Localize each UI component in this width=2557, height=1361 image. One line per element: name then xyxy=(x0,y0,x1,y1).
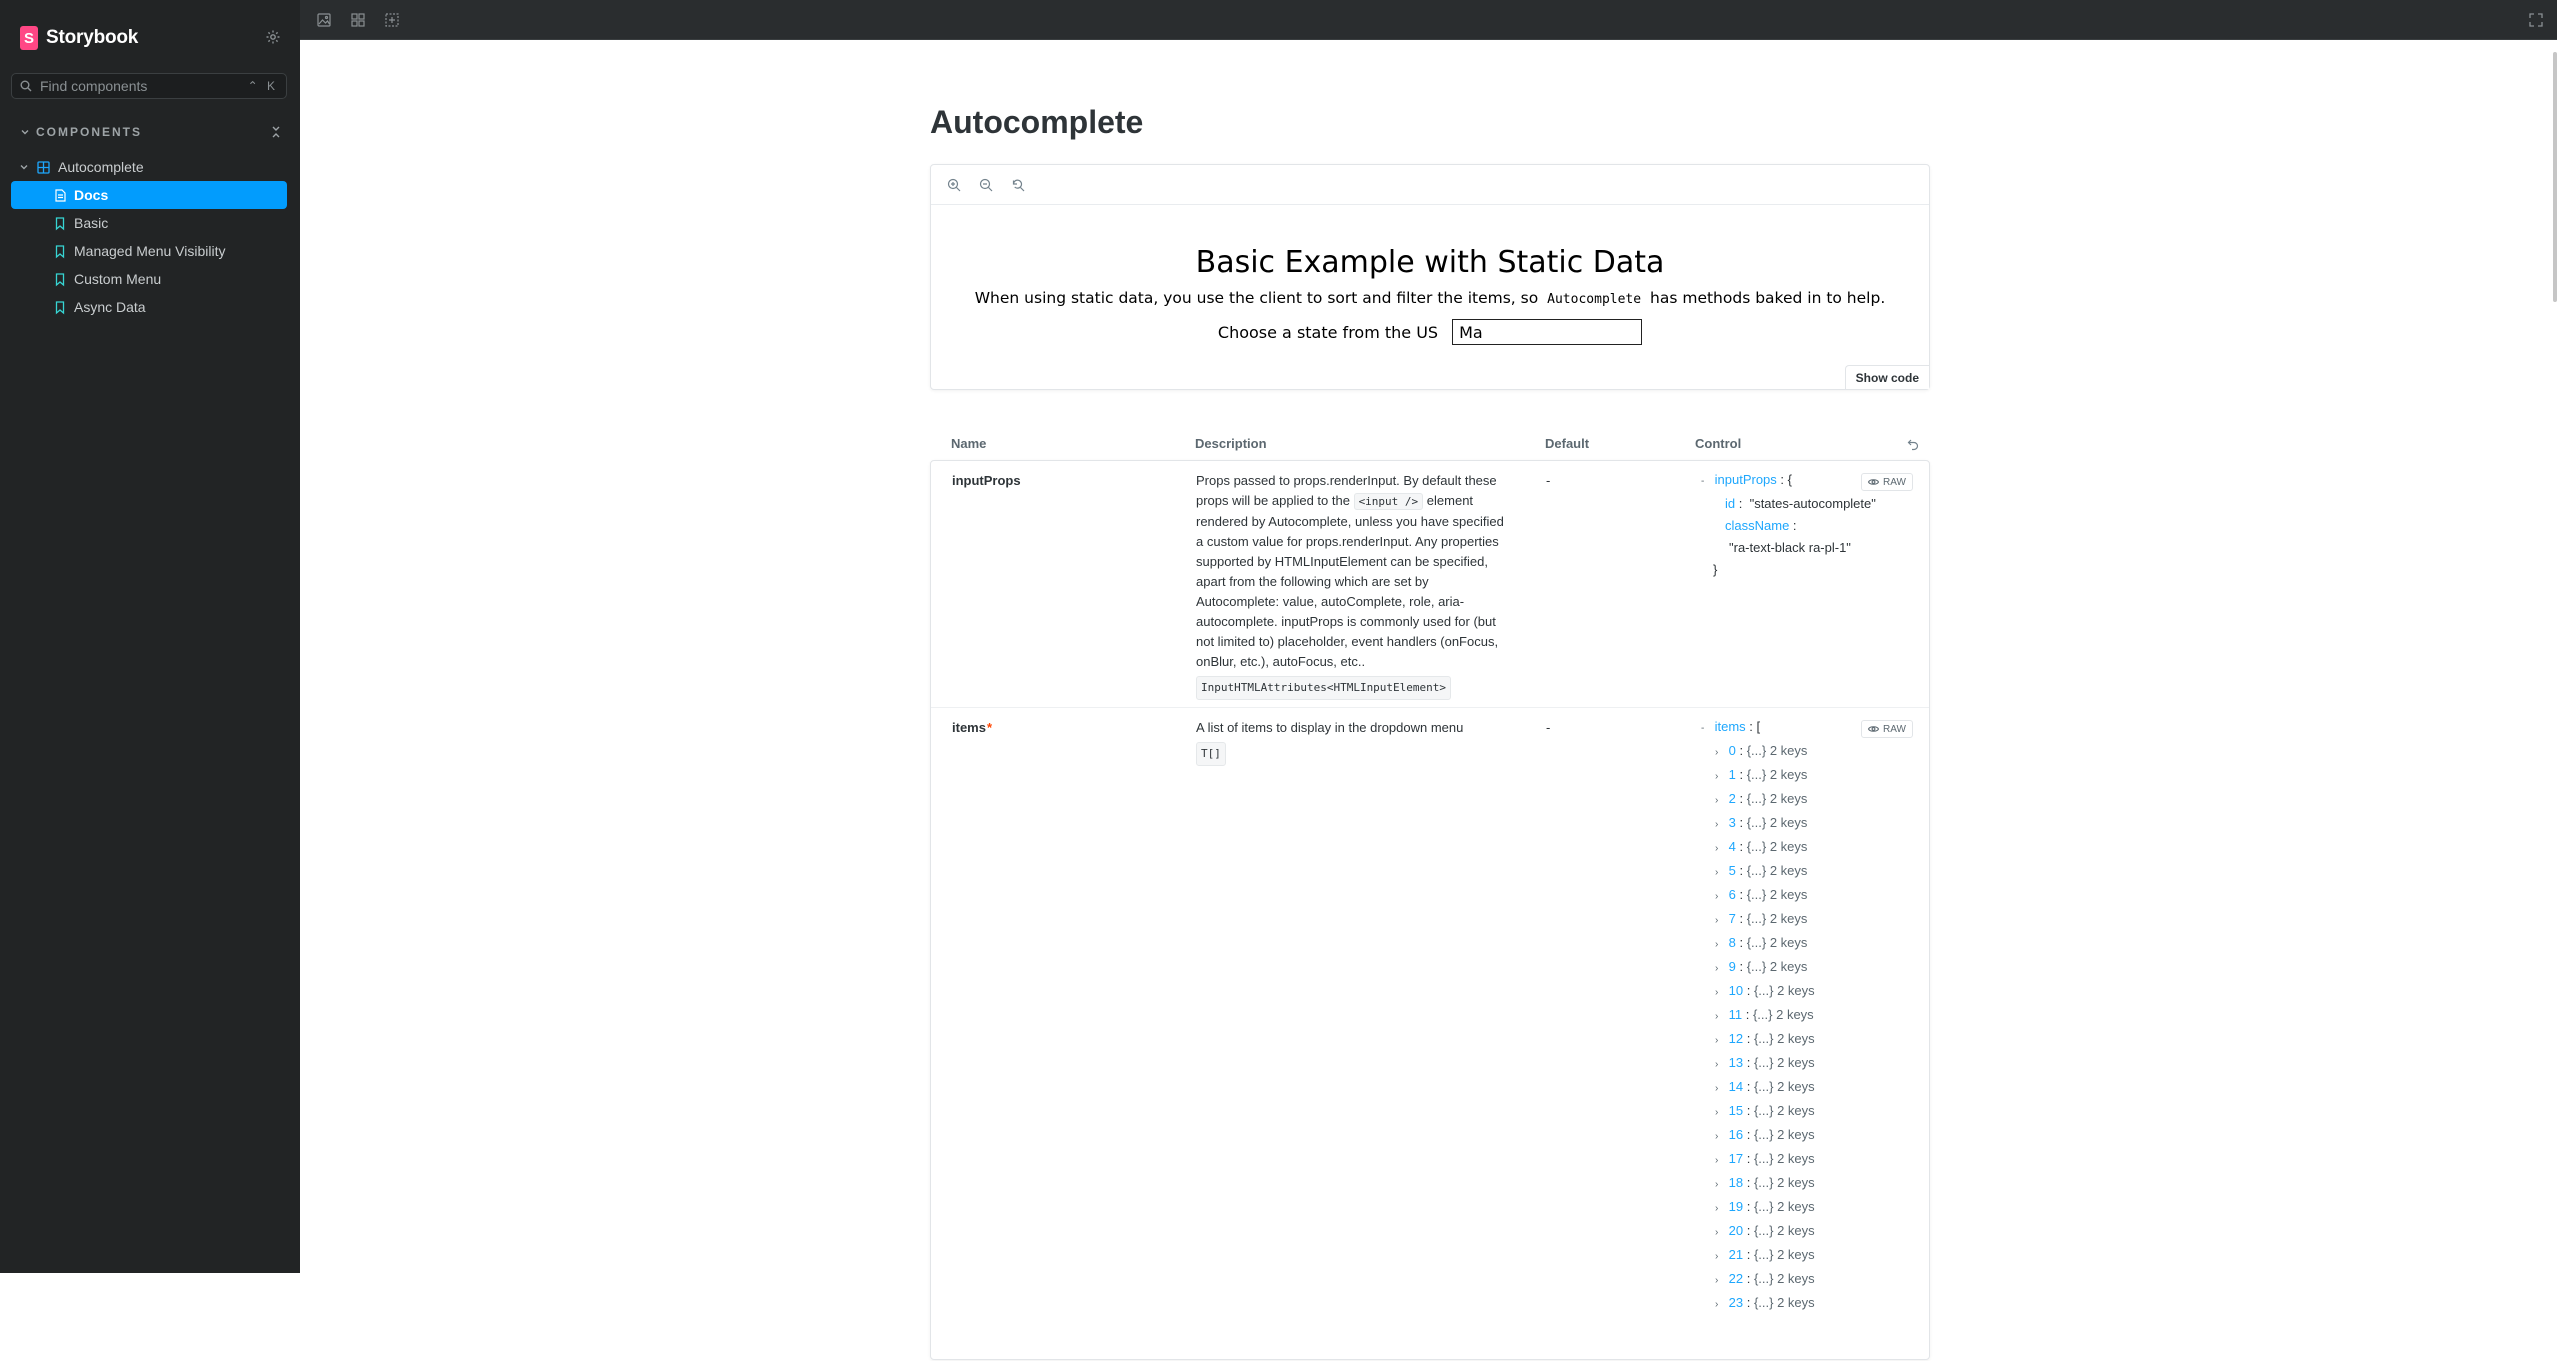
expand-icon xyxy=(2529,13,2543,27)
arg-default: - xyxy=(1546,720,1551,735)
item-summary: {...} 2 keys xyxy=(1753,1103,1815,1118)
component-tree xyxy=(11,153,287,321)
item-summary: {...} 2 keys xyxy=(1753,1175,1815,1190)
arg-desc-text: Props passed to props.renderInput. By default these props will be applied to the xyxy=(1196,473,1497,508)
item-summary: {...} 2 keys xyxy=(1753,1151,1815,1166)
brand-name: Storybook xyxy=(46,27,139,48)
item-summary: {...} 2 keys xyxy=(1746,743,1808,758)
vertical-scrollbar[interactable] xyxy=(2553,52,2557,302)
args-table-body xyxy=(930,460,1930,1360)
item-index: 5 xyxy=(1728,863,1736,878)
arg-type: InputHTMLAttributes<HTMLInputElement> xyxy=(1196,676,1451,700)
story-canvas xyxy=(930,164,1930,390)
component-icon xyxy=(37,161,50,174)
toggle-outline-button[interactable] xyxy=(382,10,402,30)
autocomplete-input[interactable] xyxy=(1452,319,1642,345)
list-item[interactable]: › 15 : {...} 2 keys xyxy=(1701,1100,1916,1124)
storybook-brand[interactable] xyxy=(20,26,138,50)
expand-toggle[interactable]: › xyxy=(1715,1059,1719,1070)
canvas-toolbar xyxy=(931,165,1929,205)
expand-toggle[interactable]: › xyxy=(1715,1227,1719,1238)
expand-toggle[interactable]: › xyxy=(1715,939,1719,950)
fullscreen-button[interactable] xyxy=(2526,10,2546,30)
list-item[interactable]: › 12 : {...} 2 keys xyxy=(1701,1028,1916,1052)
col-default: Default xyxy=(1545,436,1590,451)
item-index: 13 xyxy=(1728,1055,1744,1070)
item-index: 8 xyxy=(1728,935,1736,950)
document-icon xyxy=(55,189,66,202)
object-control[interactable]: - inputProps : { id : "states-autocomplete" className : "ra-text-black ra-pl-1" } xyxy=(1701,472,1876,577)
page-title: Autocomplete xyxy=(930,104,1144,140)
item-summary: {...} 2 keys xyxy=(1746,791,1808,806)
tree-story-custom-menu[interactable] xyxy=(11,265,287,293)
list-item[interactable]: › 4 : {...} 2 keys xyxy=(1701,836,1916,860)
item-summary: {...} 2 keys xyxy=(1752,1007,1814,1022)
components-section-header[interactable] xyxy=(20,122,282,142)
bracket: [ xyxy=(1756,719,1761,734)
outline-icon xyxy=(385,13,399,27)
items-list xyxy=(1701,740,1916,1316)
arg-desc-text: A list of items to display in the dropdown menu xyxy=(1196,720,1464,735)
toolbar xyxy=(300,0,2557,40)
expand-toggle[interactable]: › xyxy=(1715,843,1719,854)
toggle-background-button[interactable] xyxy=(314,10,334,30)
bookmark-icon xyxy=(55,301,65,314)
zoom-out-icon xyxy=(979,178,993,192)
zoom-in-button[interactable] xyxy=(945,176,963,194)
storybook-logo-icon: S xyxy=(20,26,38,50)
list-item[interactable]: › 19 : {...} 2 keys xyxy=(1701,1196,1916,1220)
desc-text: When using static data, you use the client to sort and filter the items, so xyxy=(974,289,1539,307)
expand-toggle[interactable]: › xyxy=(1715,963,1719,974)
tree-story-async-data[interactable] xyxy=(11,293,287,321)
zoom-out-button[interactable] xyxy=(977,176,995,194)
collapse-toggle[interactable]: - xyxy=(1701,476,1705,487)
raw-label: RAW xyxy=(1883,476,1906,488)
item-summary: {...} 2 keys xyxy=(1746,935,1808,950)
list-item[interactable]: › 2 : {...} 2 keys xyxy=(1701,788,1916,812)
reset-controls-icon[interactable] xyxy=(1907,438,1919,450)
item-summary: {...} 2 keys xyxy=(1746,959,1808,974)
preview-heading: Basic Example with Static Data xyxy=(1195,245,1665,280)
item-summary: {...} 2 keys xyxy=(1753,1079,1815,1094)
item-summary: {...} 2 keys xyxy=(1753,1127,1815,1142)
raw-label: RAW xyxy=(1883,723,1906,735)
item-index: 4 xyxy=(1728,839,1736,854)
item-index: 12 xyxy=(1728,1031,1744,1046)
preview-description xyxy=(931,289,1929,307)
arg-name-text: items xyxy=(952,720,986,735)
item-index: 17 xyxy=(1728,1151,1744,1166)
story-preview xyxy=(931,205,1929,345)
col-control: Control xyxy=(1695,436,1742,451)
grid-icon xyxy=(351,13,365,27)
item-summary: {...} 2 keys xyxy=(1753,1247,1815,1262)
list-item[interactable]: › 10 : {...} 2 keys xyxy=(1701,980,1916,1004)
list-item[interactable]: › 5 : {...} 2 keys xyxy=(1701,860,1916,884)
item-summary: {...} 2 keys xyxy=(1746,911,1808,926)
expand-toggle[interactable]: › xyxy=(1715,1083,1719,1094)
item-summary: {...} 2 keys xyxy=(1746,887,1808,902)
expand-toggle[interactable]: › xyxy=(1715,1107,1719,1118)
arg-type: T[] xyxy=(1196,742,1226,766)
sidebar xyxy=(0,0,300,1273)
search-icon xyxy=(20,80,32,92)
tree-story-docs[interactable] xyxy=(11,181,287,209)
list-item[interactable]: › 3 : {...} 2 keys xyxy=(1701,812,1916,836)
expand-toggle[interactable]: › xyxy=(1715,1251,1719,1262)
zoom-in-icon xyxy=(947,178,961,192)
eye-icon xyxy=(1868,725,1879,733)
field-value[interactable]: "ra-text-black ra-pl-1" xyxy=(1729,540,1851,555)
autocomplete-row xyxy=(931,319,1929,345)
item-index: 18 xyxy=(1728,1175,1744,1190)
table-row xyxy=(931,461,1929,707)
bookmark-icon xyxy=(55,245,65,258)
list-item[interactable]: › 7 : {...} 2 keys xyxy=(1701,908,1916,932)
item-summary: {...} 2 keys xyxy=(1753,1055,1815,1070)
item-summary: {...} 2 keys xyxy=(1746,839,1808,854)
item-index: 14 xyxy=(1728,1079,1744,1094)
expand-toggle[interactable]: › xyxy=(1715,1299,1719,1310)
raw-toggle-button[interactable] xyxy=(1861,473,1913,491)
search-box[interactable] xyxy=(11,73,287,99)
item-index: 6 xyxy=(1728,887,1736,902)
arg-desc-text: element rendered by Autocomplete, unless you have specified a custom value for props.renderInput. Any properties supported by HTMLInputElement can be specified, apart from the following which are set by Autocomplete: value, autoComplete, role, aria-autocomplete. inputProps is commonly used for (but not limited to) placeholder, event handlers (onFocus, onBlur, etc.), autoFocus, etc.. xyxy=(1196,493,1504,669)
list-item[interactable]: › 6 : {...} 2 keys xyxy=(1701,884,1916,908)
list-item[interactable]: › 22 : {...} 2 keys xyxy=(1701,1268,1916,1292)
item-index: 15 xyxy=(1728,1103,1744,1118)
toggle-grid-button[interactable] xyxy=(348,10,368,30)
args-table-header xyxy=(930,428,1930,460)
field-value[interactable]: "states-autocomplete" xyxy=(1749,496,1876,511)
expand-toggle[interactable]: › xyxy=(1715,1179,1719,1190)
item-index: 20 xyxy=(1728,1223,1744,1238)
story-label: Basic xyxy=(74,215,109,231)
item-summary: {...} 2 keys xyxy=(1746,863,1808,878)
item-index: 10 xyxy=(1728,983,1744,998)
list-item[interactable]: › 8 : {...} 2 keys xyxy=(1701,932,1916,956)
expand-toggle[interactable]: › xyxy=(1715,867,1719,878)
tree-story-basic[interactable] xyxy=(11,209,287,237)
field-key: className xyxy=(1725,518,1790,533)
list-item[interactable]: › 23 : {...} 2 keys xyxy=(1701,1292,1916,1316)
section-title: COMPONENTS xyxy=(36,125,143,139)
control-key: inputProps xyxy=(1714,472,1777,487)
list-item[interactable]: › 16 : {...} 2 keys xyxy=(1701,1124,1916,1148)
item-summary: {...} 2 keys xyxy=(1753,1031,1815,1046)
item-index: 21 xyxy=(1728,1247,1744,1262)
tree-component-autocomplete[interactable] xyxy=(11,153,287,181)
item-index: 19 xyxy=(1728,1199,1744,1214)
show-code-button[interactable]: Show code xyxy=(1845,365,1929,389)
expand-toggle[interactable]: › xyxy=(1715,771,1719,782)
gear-icon xyxy=(265,29,281,45)
item-index: 2 xyxy=(1728,791,1736,806)
list-item[interactable]: › 18 : {...} 2 keys xyxy=(1701,1172,1916,1196)
item-summary: {...} 2 keys xyxy=(1753,1271,1815,1286)
collapse-toggle[interactable]: - xyxy=(1701,723,1705,734)
settings-button[interactable] xyxy=(264,28,282,46)
collapse-all-icon[interactable] xyxy=(270,126,282,138)
control-key: items xyxy=(1714,719,1746,734)
desc-text: has methods baked in to help. xyxy=(1650,289,1886,307)
expand-toggle[interactable]: › xyxy=(1715,1203,1719,1214)
expand-toggle[interactable]: › xyxy=(1715,1035,1719,1046)
search-shortcut: ⌃ K xyxy=(247,79,278,93)
list-item[interactable]: › 0 : {...} 2 keys xyxy=(1701,740,1916,764)
photo-icon xyxy=(317,13,331,27)
arg-name: inputProps xyxy=(952,473,1021,488)
expand-toggle[interactable]: › xyxy=(1715,1155,1719,1166)
item-index: 1 xyxy=(1728,767,1736,782)
list-item[interactable]: › 13 : {...} 2 keys xyxy=(1701,1052,1916,1076)
expand-toggle[interactable]: › xyxy=(1715,1275,1719,1286)
item-index: 11 xyxy=(1728,1007,1743,1022)
item-index: 22 xyxy=(1728,1271,1744,1286)
col-description: Description xyxy=(1195,436,1267,451)
args-table xyxy=(930,428,1930,1360)
raw-toggle-button[interactable] xyxy=(1861,720,1913,738)
autocomplete-label: Choose a state from the US xyxy=(1217,322,1439,342)
list-item[interactable]: › 1 : {...} 2 keys xyxy=(1701,764,1916,788)
item-index: 3 xyxy=(1728,815,1736,830)
expand-toggle[interactable]: › xyxy=(1715,1131,1719,1142)
list-item[interactable]: › 11 : {...} 2 keys xyxy=(1701,1004,1916,1028)
item-summary: {...} 2 keys xyxy=(1753,1199,1815,1214)
arg-description xyxy=(1196,718,1511,766)
arg-description xyxy=(1196,471,1511,700)
eye-icon xyxy=(1868,478,1879,486)
story-label: Managed Menu Visibility xyxy=(74,243,226,259)
list-item[interactable]: › 17 : {...} 2 keys xyxy=(1701,1148,1916,1172)
array-control[interactable]: - items : [ › 0 : {...} 2 keys › 1 : {...} 2 keys › 2 : {...} 2 keys › 3 : {...} 2 keys › 4 : {...} 2 keys › 5 : {...} 2 keys › 6 : {...} 2 keys › 7 : {...} 2 keys › 8 : {...} 2 keys › 9 : {...} 2 keys › 10 : {...} 2 keys › 11 : {...} 2 keys › 12 : {...} 2 keys › 13 : {...} 2 keys › 14 : {...} 2 keys › 15 : {...} 2 keys › 16 : {...} 2 keys › 17 : {...} 2 keys › 18 : {...} 2 keys › 19 : {...} 2 keys › 20 : {...} 2 keys › 21 : {...} 2 keys › 22 : {...} 2 keys › 23 : {...} 2 keys xyxy=(1701,716,1916,1316)
item-summary: {...} 2 keys xyxy=(1753,983,1815,998)
arg-name xyxy=(952,720,992,735)
expand-toggle[interactable]: › xyxy=(1715,795,1719,806)
arg-default: - xyxy=(1546,473,1551,488)
brace: { xyxy=(1787,472,1792,487)
chevron-down-icon xyxy=(19,162,29,172)
expand-toggle[interactable]: › xyxy=(1715,987,1719,998)
bookmark-icon xyxy=(55,273,65,286)
expand-toggle[interactable]: › xyxy=(1715,747,1719,758)
story-label: Async Data xyxy=(74,299,146,315)
zoom-reset-button[interactable] xyxy=(1009,176,1027,194)
item-index: 0 xyxy=(1728,743,1736,758)
story-label: Custom Menu xyxy=(74,271,162,287)
item-index: 23 xyxy=(1728,1295,1744,1310)
list-item[interactable]: › 20 : {...} 2 keys xyxy=(1701,1220,1916,1244)
expand-toggle[interactable]: › xyxy=(1715,891,1719,902)
field-key: id xyxy=(1725,496,1736,511)
docs-main xyxy=(300,40,2557,1310)
item-index: 7 xyxy=(1728,911,1736,926)
component-label: Autocomplete xyxy=(58,159,144,175)
chevron-down-icon xyxy=(20,127,30,137)
item-index: 9 xyxy=(1728,959,1736,974)
list-item[interactable]: › 21 : {...} 2 keys xyxy=(1701,1244,1916,1268)
item-index: 16 xyxy=(1728,1127,1744,1142)
item-summary: {...} 2 keys xyxy=(1753,1223,1815,1238)
list-item[interactable]: › 9 : {...} 2 keys xyxy=(1701,956,1916,980)
tree-story-managed-menu-visibility[interactable] xyxy=(11,237,287,265)
brace: } xyxy=(1713,562,1718,577)
story-label: Docs xyxy=(74,187,109,203)
expand-toggle[interactable]: › xyxy=(1715,915,1719,926)
required-mark: * xyxy=(986,720,993,735)
item-summary: {...} 2 keys xyxy=(1746,767,1808,782)
bookmark-icon xyxy=(55,217,65,230)
search-input[interactable] xyxy=(40,78,240,94)
item-summary: {...} 2 keys xyxy=(1753,1295,1815,1310)
col-name: Name xyxy=(951,436,987,451)
expand-toggle[interactable]: › xyxy=(1715,1011,1719,1022)
item-summary: {...} 2 keys xyxy=(1746,815,1808,830)
zoom-reset-icon xyxy=(1011,178,1025,192)
arg-desc-code: <input /> xyxy=(1354,493,1424,510)
list-item[interactable]: › 14 : {...} 2 keys xyxy=(1701,1076,1916,1100)
desc-code: Autocomplete xyxy=(1547,292,1642,307)
table-row xyxy=(931,707,1929,1361)
expand-toggle[interactable]: › xyxy=(1715,819,1719,830)
